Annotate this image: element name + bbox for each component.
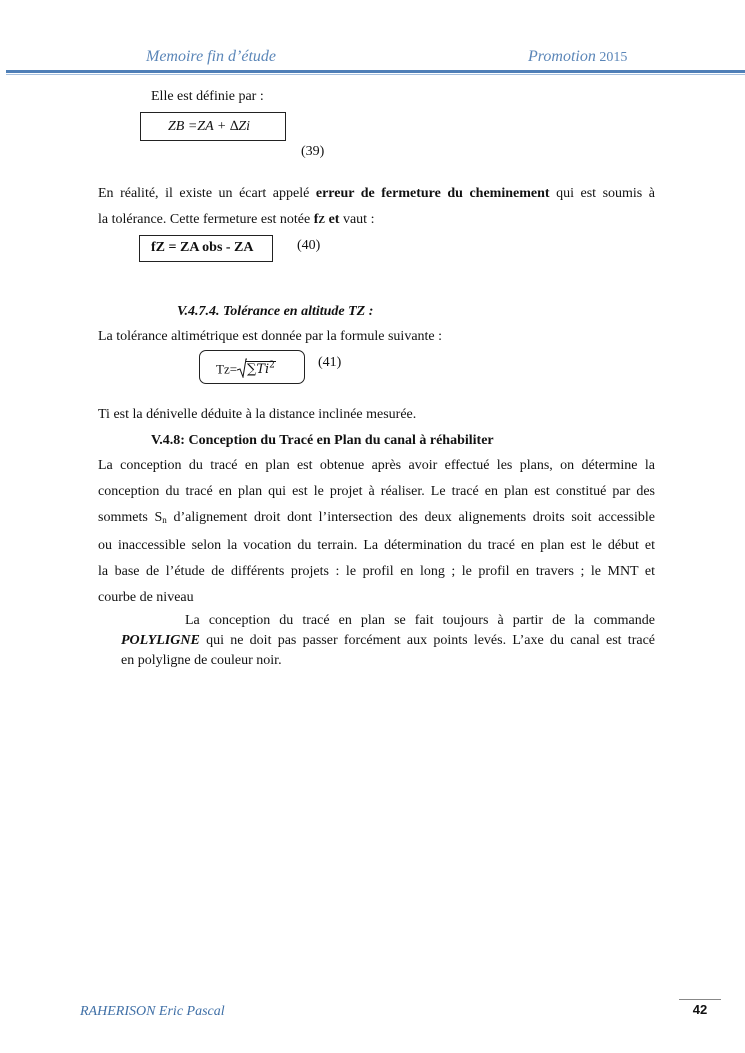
p4-l3-rest: d’alignement droit dont l’intersection des deux alignements droits soit accessible bbox=[173, 510, 655, 525]
p5-bold: POLYLIGNE bbox=[121, 633, 200, 648]
equation-39-box bbox=[140, 112, 286, 141]
footer-page-rule bbox=[679, 999, 721, 1000]
eq41-var: Ti bbox=[256, 362, 270, 378]
equation-40-number: (40) bbox=[297, 238, 321, 253]
header-title: Memoire fin d’étude bbox=[146, 48, 277, 65]
equation-41 bbox=[216, 361, 276, 377]
footer-author: RAHERISON Eric Pascal bbox=[80, 1004, 225, 1019]
paragraph-closure-error bbox=[98, 181, 655, 234]
paragraph-polyligne bbox=[121, 611, 655, 671]
p4-line: ou inaccessible selon la vocation du terrain. La détermination du tracé en plan est le début et bbox=[98, 538, 655, 553]
page-number: 42 bbox=[692, 1002, 708, 1017]
equation-41-number: (41) bbox=[318, 355, 342, 370]
p5-line2 bbox=[121, 631, 655, 651]
header-promotion-word: Promotion bbox=[528, 48, 596, 65]
p1-text-a: En réalité, il existe un écart appelé bbox=[98, 186, 316, 201]
p1-line2-text: la tolérance. Cette fermeture est notée bbox=[98, 212, 314, 227]
equation-41-box bbox=[199, 350, 305, 384]
p1-line2-end: vaut : bbox=[339, 212, 375, 227]
section-title-conception: V.4.8: Conception du Tracé en Plan du canal à réhabiliter bbox=[151, 433, 494, 448]
section-title-tolerance: V.4.7.4. Tolérance en altitude TZ : bbox=[177, 304, 374, 319]
p1-line2-et: et bbox=[325, 212, 340, 227]
p4-line-3 bbox=[98, 505, 655, 533]
eq41-exp: 2 bbox=[269, 361, 275, 371]
eq41-sigma: ∑ bbox=[247, 362, 257, 378]
p1-bold-term: erreur de fermeture du cheminement bbox=[315, 186, 550, 201]
intro-text: Elle est définie par : bbox=[151, 89, 264, 104]
eq41-sqrt bbox=[237, 361, 276, 377]
equation-40: fZ = ZA obs - ZA bbox=[151, 240, 254, 255]
paragraph-conception bbox=[98, 453, 655, 611]
p1-line2-sub: Z bbox=[318, 215, 326, 226]
sqrt-icon bbox=[237, 358, 247, 378]
p4-line: courbe de niveau bbox=[98, 590, 194, 605]
paragraph-ti: Ti est la dénivelle déduite à la distance inclinée mesurée. bbox=[98, 407, 417, 422]
paragraph-tolerance: La tolérance altimétrique est donnée par la formule suivante : bbox=[98, 329, 443, 344]
eq41-prefix: Tz= bbox=[216, 361, 238, 377]
p5-line3: en polyligne de couleur noir. bbox=[121, 653, 282, 668]
p4-line: la base de l’étude de différents projets : le profil en long ; le profil en travers ; le MNT et bbox=[98, 564, 655, 579]
p4-l3-start: sommets S bbox=[98, 510, 163, 525]
p1-text-b: qui est soumis à bbox=[549, 186, 655, 201]
p4-line: conception du tracé en plan qui est le projet à réaliser. Le tracé en plan est constitué par des bbox=[98, 484, 655, 499]
p1-line2-f: f bbox=[313, 212, 319, 227]
header-promotion-year: 2015 bbox=[599, 50, 628, 65]
p4-line: La conception du tracé en plan est obtenue après avoir effectué les plans, on détermine la bbox=[98, 458, 655, 473]
p5-line2-rest: qui ne doit pas passer forcément aux points levés. L’axe du canal est tracé bbox=[199, 633, 655, 648]
header-rule bbox=[6, 70, 745, 73]
equation-39: ZB =ZA + ∆Zi bbox=[168, 119, 251, 134]
header-rule-thin bbox=[6, 74, 745, 75]
p4-l3-sub: n bbox=[162, 515, 167, 525]
p5-line1: La conception du tracé en plan se fait toujours à partir de la commande bbox=[185, 613, 655, 628]
equation-39-number: (39) bbox=[301, 144, 325, 159]
equation-40-box bbox=[139, 235, 273, 262]
header-promotion bbox=[528, 48, 627, 66]
